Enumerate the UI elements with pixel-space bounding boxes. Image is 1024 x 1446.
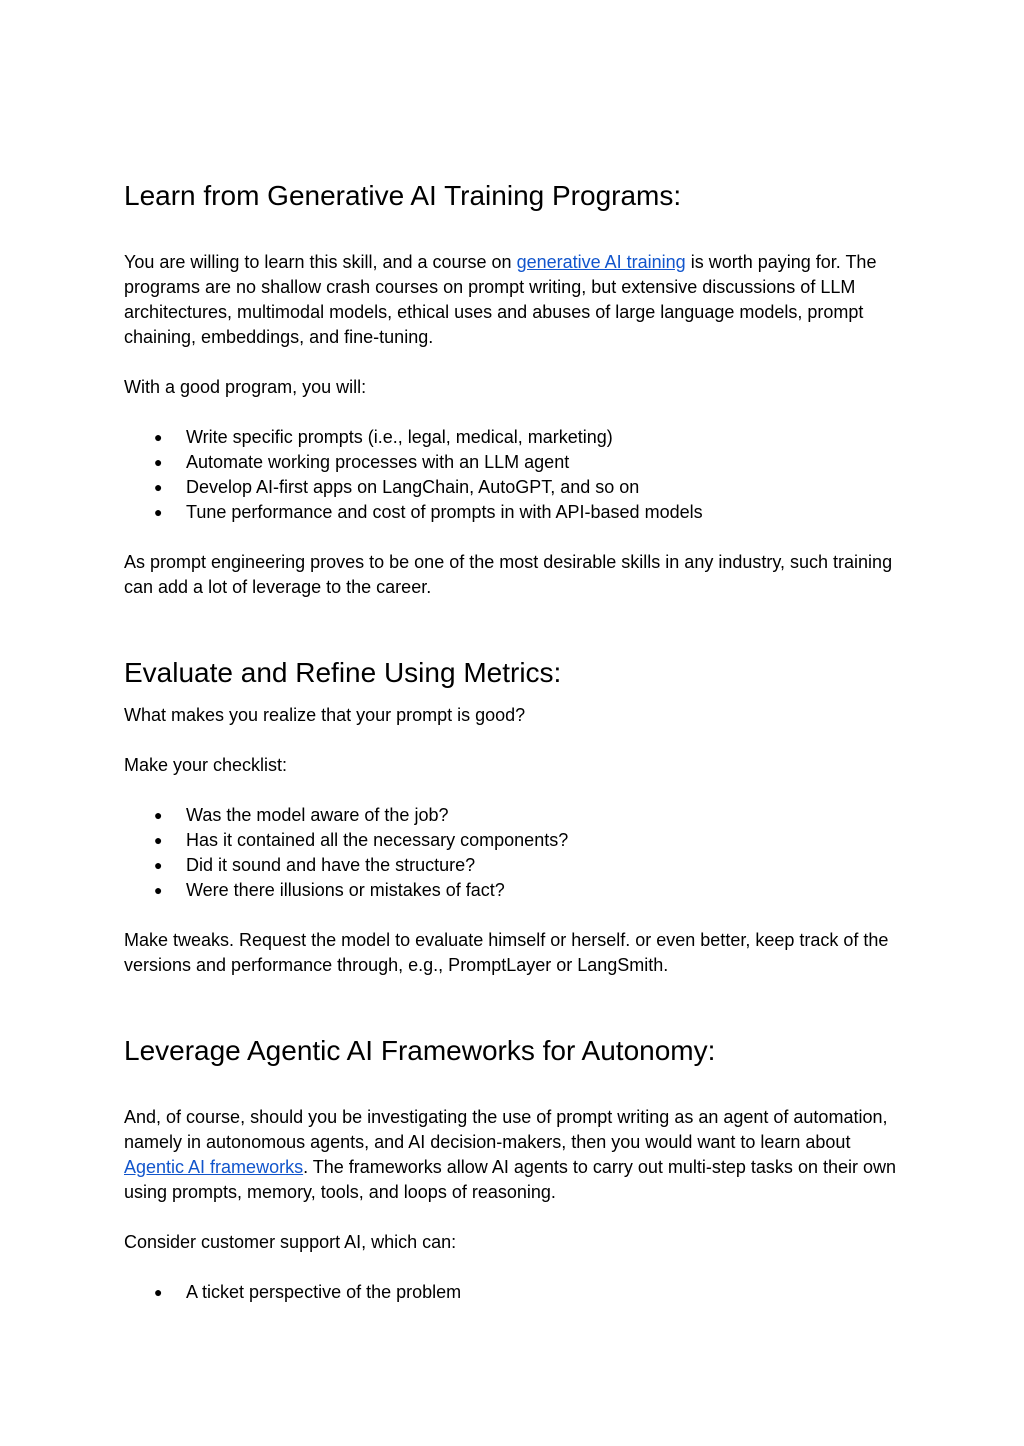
bullet-icon: ● [154,807,163,823]
list-item-text: Did it sound and have the structure? [186,855,476,875]
bullet-icon: ● [154,882,163,898]
list-item-text: Develop AI-first apps on LangChain, AutoGPT, and so on [186,477,640,497]
training-lead-text: With a good program, you will: [124,377,367,397]
list-item [124,878,568,903]
list-item [124,803,568,828]
agentic-ai-frameworks-link[interactable]: Agentic AI frameworks [124,1157,304,1177]
list-item-text: Write specific prompts (i.e., legal, medical, marketing) [186,427,613,447]
section-heading-training-programs: Learn from Generative AI Training Programs: [124,180,682,211]
bullet-icon: ● [154,479,163,495]
bullet-icon: ● [154,454,163,470]
metrics-intro-text: What makes you realize that your prompt is good? [124,705,526,725]
agentic-capabilities-list [124,1280,461,1305]
section-heading-metrics: Evaluate and Refine Using Metrics: [124,657,562,688]
bullet-icon: ● [154,832,163,848]
bullet-icon: ● [154,504,163,520]
training-intro-text-before: You are willing to learn this skill, and a course on [124,252,517,272]
agentic-intro-paragraph [124,1105,914,1205]
list-item-text: Has it contained all the necessary components? [186,830,569,850]
list-item-text: Tune performance and cost of prompts in with API-based models [186,502,703,522]
training-intro-text-after: is worth paying for. The programs are no shallow crash courses on prompt writing, but extensive discussions of LLM architectures, multimodal models, ethical uses and abuses of large language models, prompt chaining, embeddings, and fine-tuning. [124,252,877,347]
agentic-lead-text: Consider customer support AI, which can: [124,1232,457,1252]
bullet-icon: ● [154,429,163,445]
agentic-intro-text-after: . The frameworks allow AI agents to carry out multi-step tasks on their own using prompts, memory, tools, and loops of reasoning. [124,1157,896,1202]
bullet-icon: ● [154,1284,163,1300]
list-item [124,450,703,475]
list-item [124,1280,461,1305]
bullet-icon: ● [154,857,163,873]
list-item-text: A ticket perspective of the problem [186,1282,462,1302]
generative-ai-training-link[interactable]: generative AI training [516,252,686,272]
list-item [124,853,568,878]
list-item-text: Automate working processes with an LLM agent [186,452,570,472]
metrics-checklist [124,803,568,903]
list-item [124,425,703,450]
metrics-closing-paragraph: Make tweaks. Request the model to evaluate himself or herself. or even better, keep track of the versions and performance through, e.g., PromptLayer or LangSmith. [124,930,889,975]
section-heading-agentic-frameworks: Leverage Agentic AI Frameworks for Autonomy: [124,1035,716,1066]
list-item [124,500,703,525]
training-closing-paragraph: As prompt engineering proves to be one of the most desirable skills in any industry, such training can add a lot of leverage to the career. [124,552,893,597]
agentic-intro-text-before: And, of course, should you be investigating the use of prompt writing as an agent of automation, namely in autonomous agents, and AI decision-makers, then you would want to learn about [124,1107,888,1152]
training-intro-paragraph [124,250,914,350]
list-item [124,475,703,500]
list-item-text: Were there illusions or mistakes of fact? [186,880,505,900]
list-item-text: Was the model aware of the job? [186,805,449,825]
list-item [124,828,568,853]
training-benefits-list [124,425,703,525]
metrics-lead-text: Make your checklist: [124,755,288,775]
